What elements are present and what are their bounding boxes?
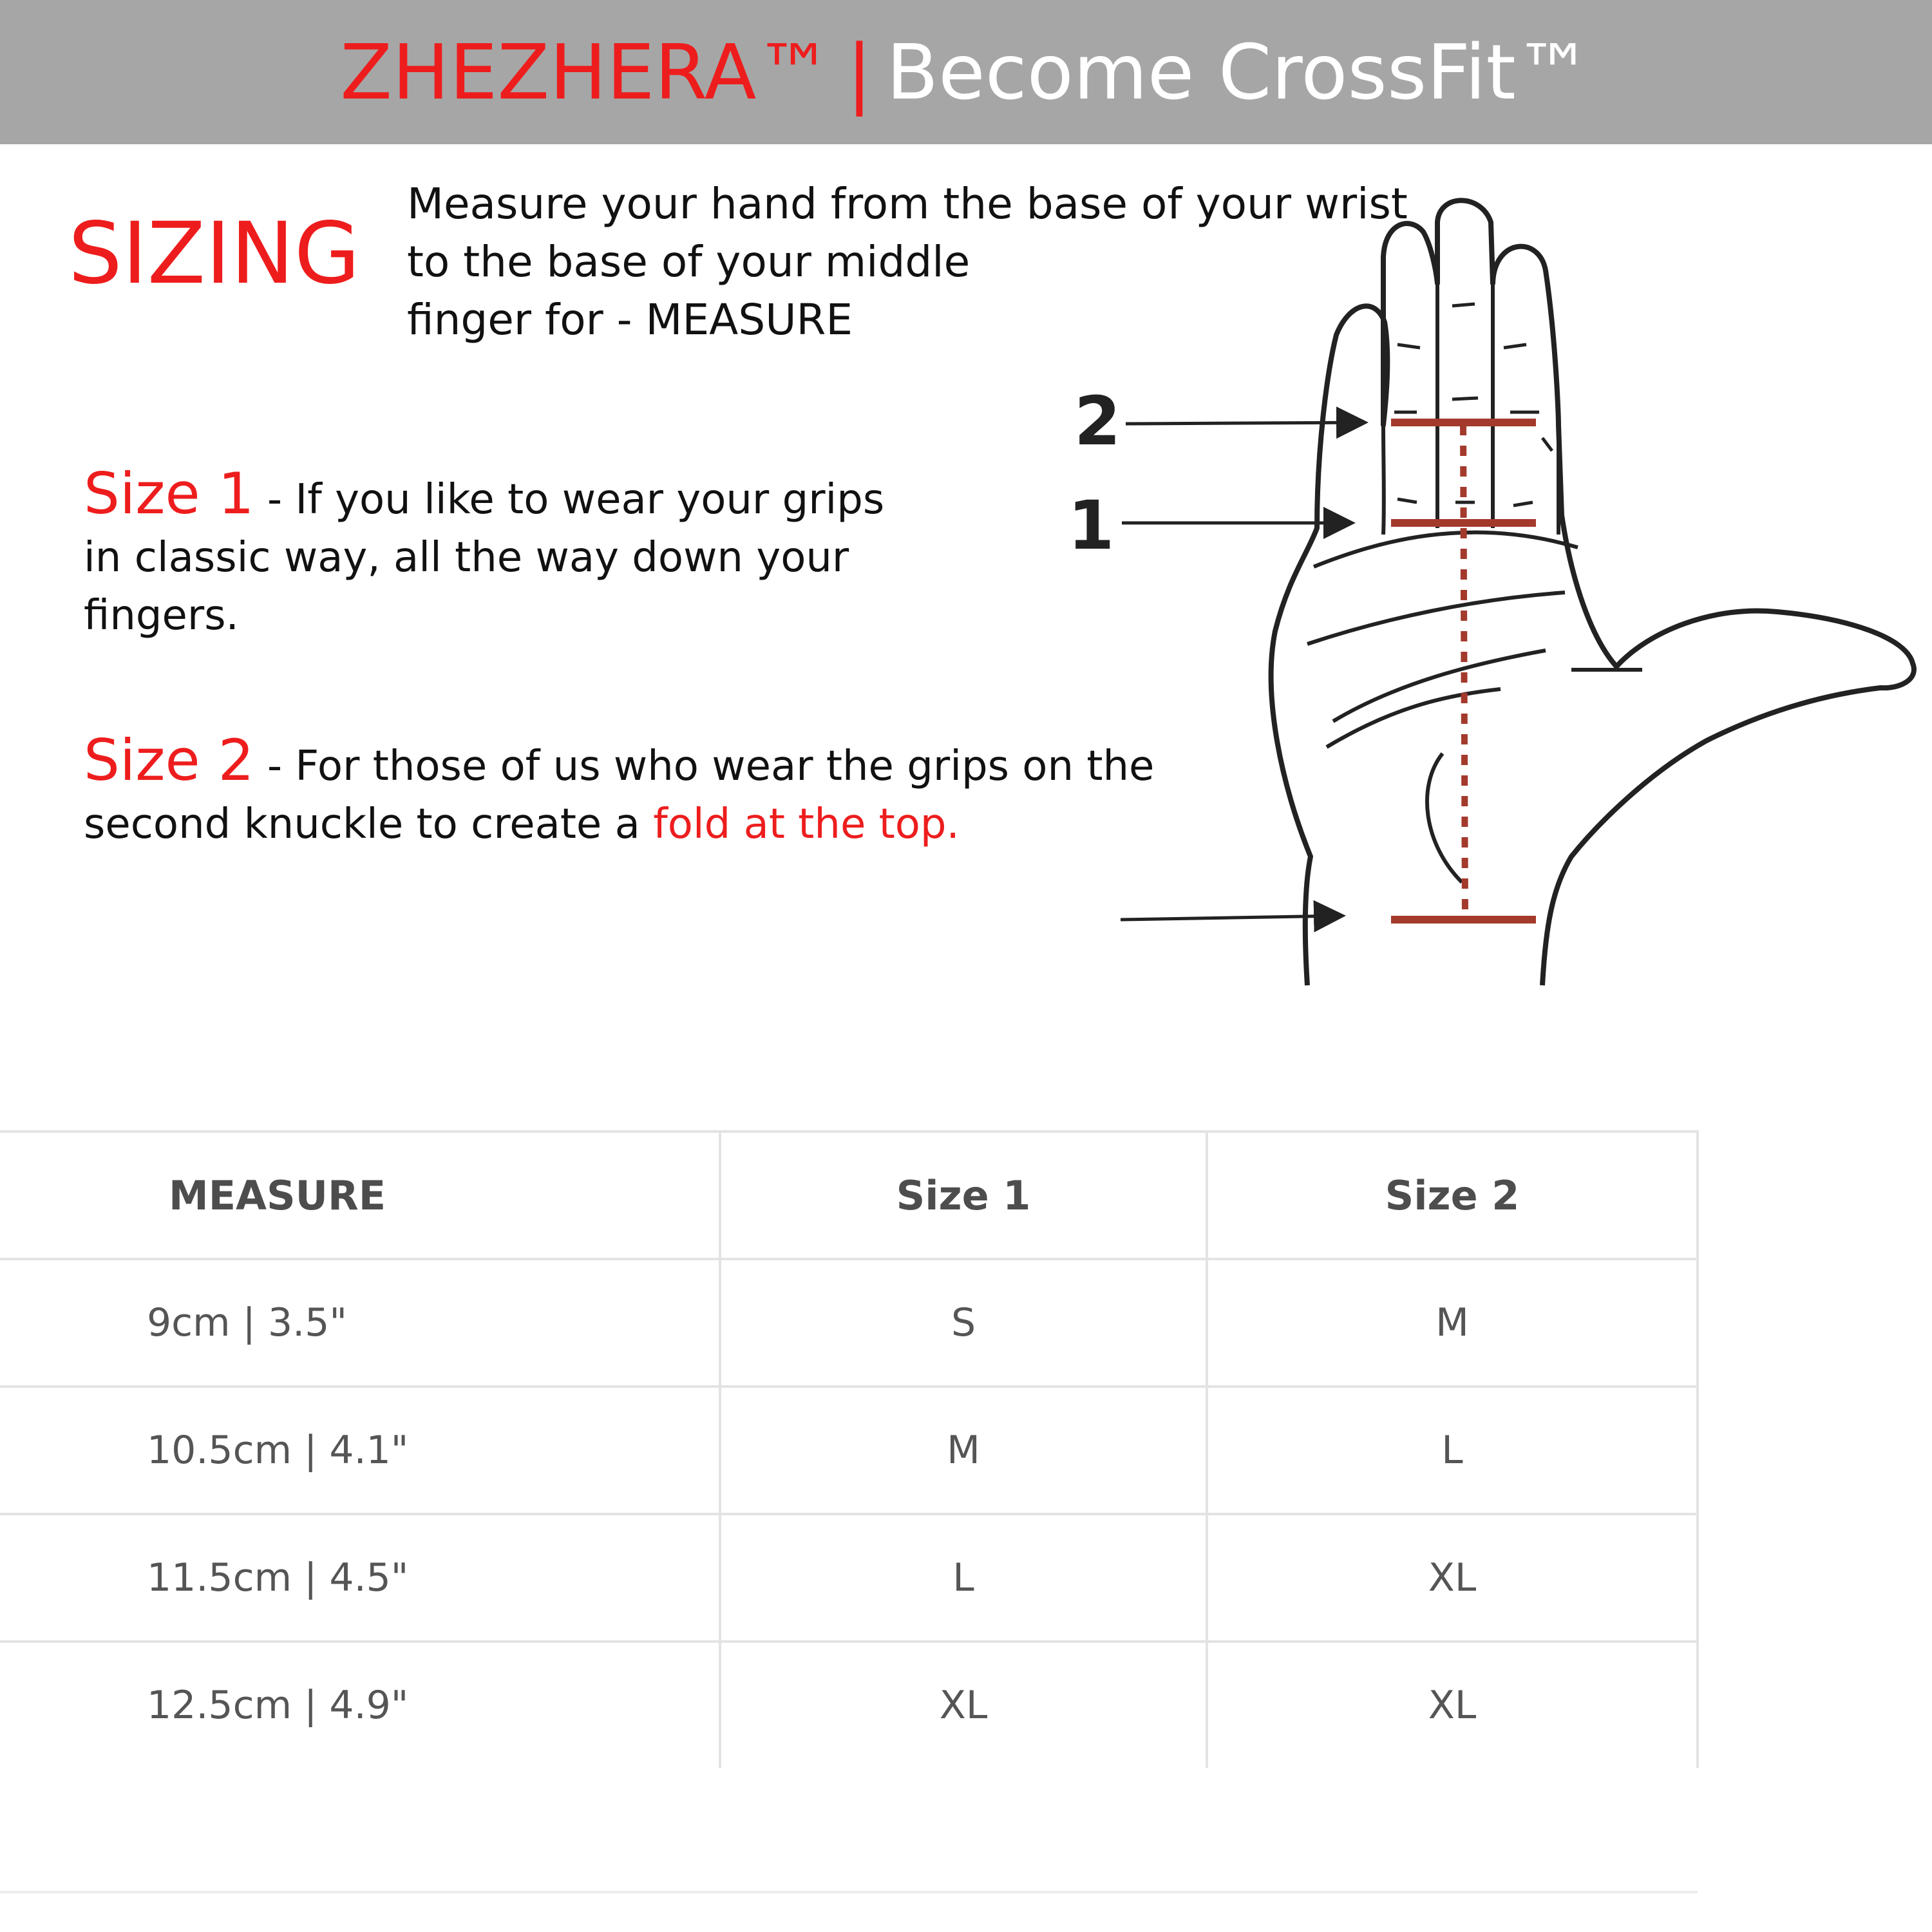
- measure-cell: 9cm | 3.5": [0, 1259, 720, 1387]
- table-row: [0, 1514, 1698, 1642]
- hand-outline: [1271, 200, 1914, 985]
- measure-cell: 12.5cm | 4.9": [0, 1642, 720, 1768]
- header-banner: [0, 0, 1932, 144]
- size-2-text: second knuckle to create a: [84, 800, 654, 848]
- size-1-cell: L: [720, 1514, 1207, 1642]
- header-title: [340, 28, 1591, 117]
- hand-measurement-diagram: [1018, 187, 1932, 1050]
- size-2-cell: XL: [1207, 1514, 1698, 1642]
- size-2-highlight: fold at the top.: [653, 800, 960, 848]
- table-row: [0, 1642, 1698, 1768]
- table-header-row: [0, 1132, 1698, 1259]
- size-1-cell: XL: [720, 1642, 1207, 1768]
- size-1-label: Size 1: [84, 460, 254, 527]
- instruction-line: Measure your hand from the base of your wrist: [407, 179, 1408, 229]
- header-size-2: Size 2: [1207, 1132, 1698, 1259]
- table-row: [0, 1259, 1698, 1387]
- table-row: [0, 1387, 1698, 1514]
- instruction-line: to the base of your middle: [407, 237, 971, 287]
- size-1-text: in classic way, all the way down your: [84, 534, 849, 582]
- header-separator: |: [846, 28, 873, 117]
- marker-2-label: 2: [1074, 382, 1121, 460]
- header-size-1: Size 1: [720, 1132, 1207, 1259]
- instruction-line: finger for - MEASURE: [407, 295, 853, 345]
- size-2-cell: M: [1207, 1259, 1698, 1387]
- size-1-description: [84, 460, 885, 645]
- sizing-title: SIZING: [68, 204, 361, 303]
- size-table: [0, 1130, 1699, 1768]
- size-1-text: - If you like to wear your grips: [254, 476, 885, 524]
- size-chart: [0, 1130, 1698, 1768]
- bottom-divider: [0, 1891, 1698, 1893]
- header-measure: MEASURE: [0, 1132, 720, 1259]
- size-2-cell: L: [1207, 1387, 1698, 1514]
- size-1-cell: S: [720, 1259, 1207, 1387]
- marker-1-label: 1: [1068, 486, 1115, 565]
- measure-cell: 11.5cm | 4.5": [0, 1514, 720, 1642]
- arrow-2: [1126, 422, 1365, 424]
- brand-name: ZHEZHERA™: [340, 28, 833, 117]
- size-1-cell: M: [720, 1387, 1207, 1514]
- measure-cell: 10.5cm | 4.1": [0, 1387, 720, 1514]
- brand-tagline: Become CrossFit™: [886, 28, 1592, 117]
- size-2-label: Size 2: [84, 727, 254, 793]
- size-1-text: fingers.: [84, 592, 239, 639]
- size-2-cell: XL: [1207, 1642, 1698, 1768]
- size-2-text: - For those of us who wear the grips on the: [254, 743, 1155, 790]
- size-2-description: [84, 727, 1155, 853]
